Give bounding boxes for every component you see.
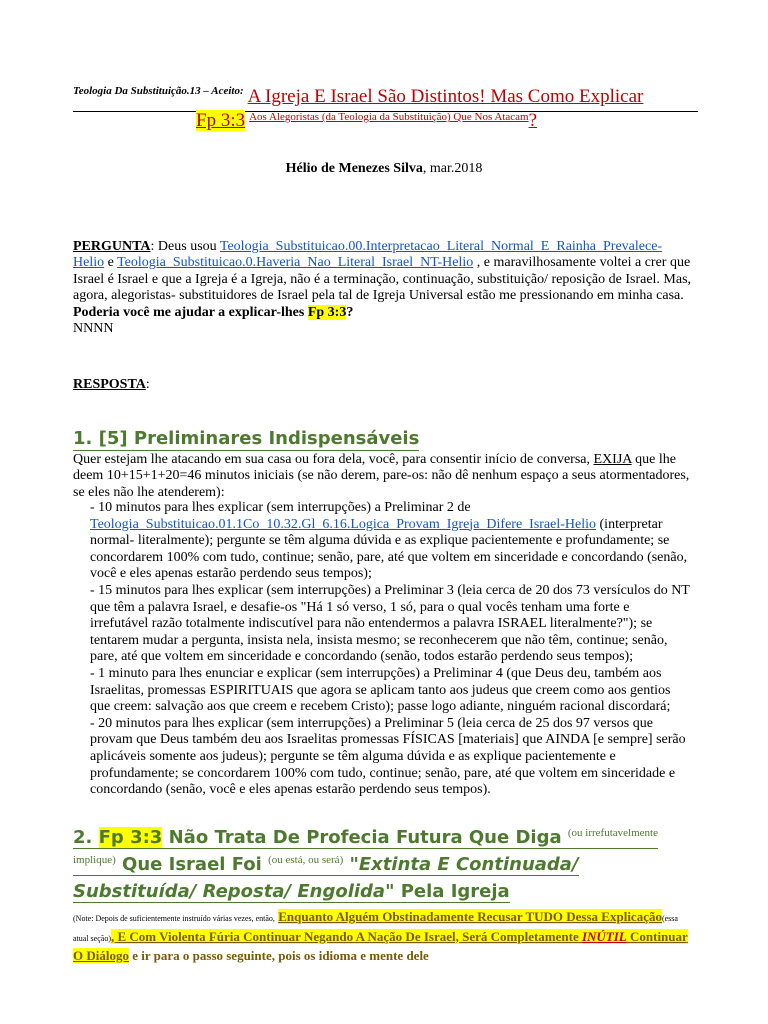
- section-2-number: 2.: [73, 827, 99, 848]
- section-1-intro: [73, 452, 693, 501]
- section-1-heading: 1. [5] Preliminares Indispensáveis: [73, 428, 420, 449]
- section-1-list: [90, 500, 690, 799]
- title-verse: Fp 3:3: [196, 110, 246, 131]
- section-1-intro-text-2: que lhe deem 10+15+1+20=46 minutos iniciais (se não derem, pare-os: não dê nenhum espaço a seus atormentadores, se eles não lhe atenderem):: [73, 452, 690, 500]
- section-1-exija: EXIJA: [593, 452, 632, 467]
- author-date: , mar.2018: [422, 161, 483, 176]
- author-name: Hélio de Menezes Silva: [285, 161, 423, 176]
- question-label: PERGUNTA: [73, 239, 151, 254]
- title-series: Teologia Da Substituição.13 – Aceito:: [73, 85, 244, 97]
- document-title: [73, 78, 698, 131]
- list-item: - 1 minuto para lhes enunciar e explicar (sem interrupções) a Preliminar 4 (que Deus deu, também aos Israelitas, promessas ESPIRITUAIS que agora se aplicam tanto aos judeus que creem como aos gentios que creem: salvação aos que creem e recebem Cristo); passe logo adiante, ninguém racional discordará;: [90, 665, 671, 715]
- note-highlight-2: , E Com Violenta Fúria Continuar Negando A Nação De Israel, Será Completamente: [110, 928, 582, 944]
- question-paragraph: [73, 239, 693, 337]
- note-highlight-1: Enquanto Alguém Obstinadamente Recusar TUDO Dessa Explicação: [278, 909, 662, 924]
- question-bold: Poderia você me ajudar a explicar-lhes: [73, 304, 308, 320]
- question-verse: Fp 3:3: [307, 304, 347, 320]
- question-link-2[interactable]: Teologia_Substituicao.0.Haveria_Nao_Literal_Israel_NT-Helio: [117, 255, 474, 271]
- section-2-quote-open: ": [343, 854, 359, 875]
- answer-colon: :: [145, 377, 150, 392]
- section-2-sup-2: (ou está, ou será): [268, 854, 344, 866]
- note-highlight-3: Continuar O Diálogo: [73, 928, 688, 963]
- section-2-text-3: " Pela Igreja: [385, 881, 510, 902]
- note-rest: e ir para o passo seguinte, pois os idioma e mente dele: [128, 948, 429, 963]
- list-item-1-text-2: (interpretar normal- literalmente); pergunte se têm alguma dúvida e as explique pacientemente e profundamente; se concordarem 100% com tudo, continue; senão, pare, até que voltem em sinceridade e concordando (senão, você e eles apenas estarão perdendo seus tempos);: [90, 516, 688, 582]
- list-item-1-link[interactable]: Teologia_Substituicao.01.1Co_10.32.Gl_6.16.Logica_Provam_Igreja_Difere_Israel-Helio: [90, 516, 597, 532]
- section-1-intro-text: Quer estejam lhe atacando em sua casa ou fora dela, você, para consentir início de conversa,: [73, 452, 594, 467]
- section-2-text-1: Não Trata De Profecia Futura Que Diga: [162, 827, 568, 848]
- question-text-body: , e maravilhosamente voltei a crer que Israel é Israel e que a Igreja é a Igreja, não é a terminação, continuação, substituição/ reposição de Israel. Mas, agora, alegoristas- substituidores de Israel pela tal de Igreja Universal estão me pressionando em minha casa.: [73, 255, 692, 304]
- question-end: ?: [346, 304, 354, 320]
- section-2-note: [73, 908, 688, 965]
- title-question-mark: ?: [528, 110, 538, 131]
- answer-label: RESPOSTA: [73, 377, 146, 392]
- question-nnnn: NNNN: [73, 321, 114, 337]
- title-main: A Igreja E Israel São Distintos! Mas Como Explicar: [247, 86, 644, 107]
- author-line: [0, 161, 768, 177]
- section-2-sup-1: (ou irrefutavelmente implique): [73, 827, 658, 866]
- list-item: [90, 500, 690, 583]
- question-link-1[interactable]: Teologia_Substituicao.00.Interpretacao_Literal_Normal_E_Rainha_Prevalece-Helio: [73, 239, 663, 271]
- list-item: - 15 minutos para lhes explicar (sem interrupções) a Preliminar 3 (leia cerca de 20 dos 73 versículos do NT que têm a palavra Israel, e desafie-os "Há 1 só verso, 1 só, para o qual vocês tenham uma forte e irrefutável razão totalmente indiscutível para não entendermos a palavra ISRAEL literalmente?"); se tentarem mudar a pergunta, insista nela, insista mesmo; se reconhecerem que não têm, continue; senão, pare, até que voltem em sinceridade e concordando (senão, todos estarão perdendo seus tempos);: [90, 582, 690, 665]
- note-inutil: INÚTIL: [581, 928, 627, 944]
- section-2-verse: Fp 3:3: [98, 827, 163, 848]
- question-text: : Deus usou: [150, 239, 220, 254]
- note-tiny-text: (essa atual seção): [73, 914, 678, 943]
- section-2-italic: Extinta E Continuada/ Substituída/ Reposta/ Engolida: [73, 854, 579, 902]
- section-2-text-2: Que Israel Foi: [115, 854, 269, 875]
- list-item-1-text: - 10 minutos para lhes explicar (sem interrupções) a Preliminar 2 de: [90, 500, 471, 515]
- answer-label-line: [73, 377, 693, 393]
- note-small-text: (Note: Depois de suficientemente instruído várias vezes, então,: [73, 914, 275, 923]
- question-text-and: e: [104, 255, 118, 271]
- section-2-heading: [73, 824, 673, 905]
- list-item: - 20 minutos para lhes explicar (sem interrupções) a Preliminar 5 (leia cerca de 25 dos 97 versos que provam que Deus também deu aos Israelitas promessas FÍSICAS [materiais] que AINDA [e sempre] serão aplicáveis somente aos judeus); pergunte se têm alguma dúvida e as explique pacientemente e profundamente; se concordarem 100% com tudo, continue; senão, pare, até que voltem em sinceridade e concordando (senão, você e eles apenas estarão perdendo seus tempos).: [90, 715, 686, 798]
- title-subtitle: Aos Alegoristas (da Teologia da Substituição) Que Nos Atacam: [249, 111, 529, 123]
